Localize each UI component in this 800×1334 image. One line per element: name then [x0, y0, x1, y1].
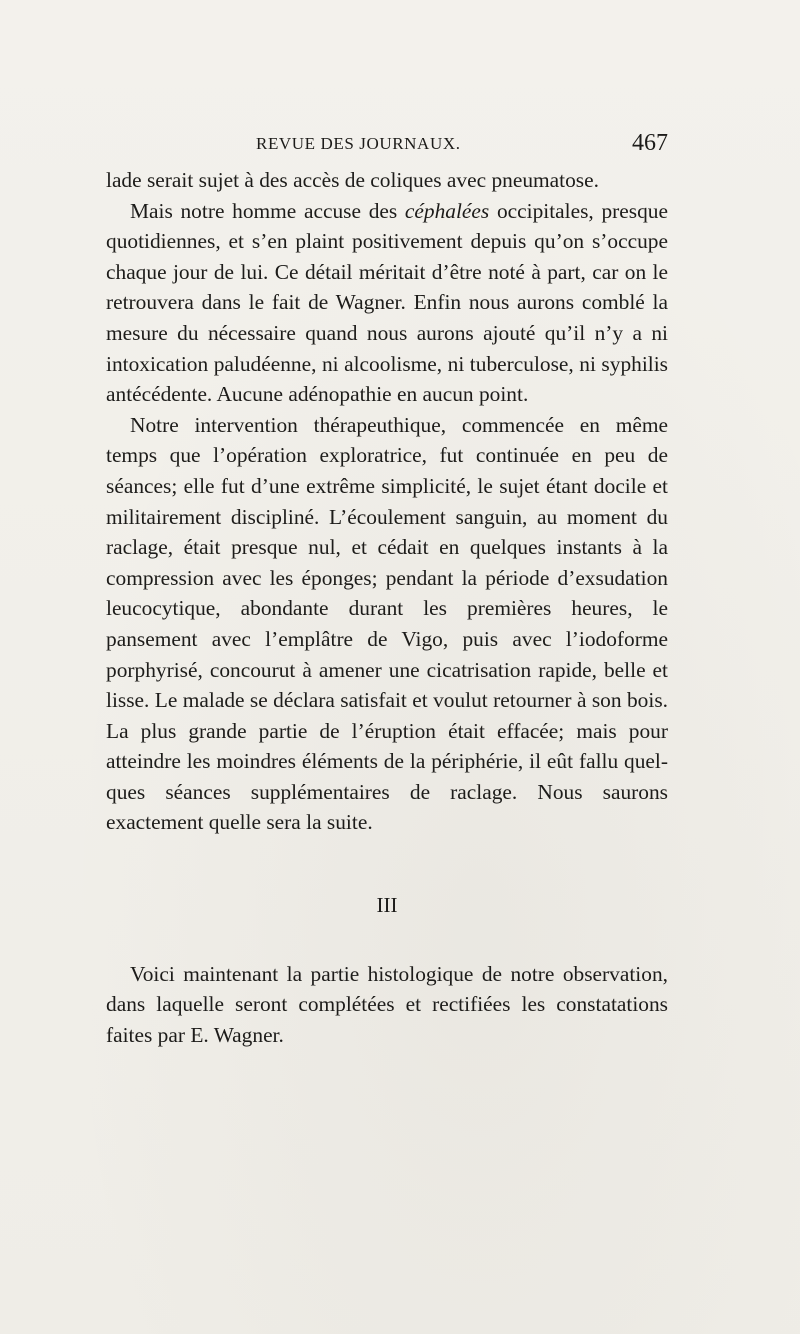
italic-term: céphalées [404, 198, 490, 223]
body-text [106, 165, 668, 1050]
running-title: REVUE DES JOURNAUX. [256, 134, 461, 153]
section-number: III [376, 893, 398, 918]
paragraph-text: Mais notre homme accuse des [130, 198, 405, 223]
paragraph-continuation: lade serait sujet à des accès de coliques avec pneumatose. [106, 168, 599, 192]
paragraph-intervention: Notre intervention thérapeuthique, commencée en même temps que l’opération exploratrice, fut continuée en peu de séances; elle fut d’une extrême simplicité, le sujet étant docile et militairement discipliné. L’écoulement sanguin, au moment du raclage, était presque nul, et cédait en quelques instants à la compression avec les éponges; pendant la période d’exsudation leucocytique, abondante durant les premières heures, le pansement avec l’emplâtre de Vigo, puis avec l’iodoforme porphyrisé, concourut à amener une cicatrisation rapide, belle et lisse. Le malade se déclara satisfait et voulut retourner à son bois. La plus grande partie de l’éruption était effacée; mais pour atteindre les moindres éléments de la périphérie, il eût fallu quelques séances supplémentaires de raclage. Nous saurons exactement quelle sera la suite. [106, 412, 668, 835]
paragraph-cephalees [106, 196, 668, 410]
running-head [106, 130, 668, 160]
paragraph-histology: Voici maintenant la partie histologique de notre observation, dans laquelle seront complétées et rectifiées les constatations faites par E. Wagner. [106, 961, 668, 1047]
page-number: 467 [632, 130, 668, 156]
paragraph-text: occipitales, presque quotidiennes, et s’en plaint positivement depuis qu’on s’occupe chaque jour de lui. Ce détail méritait d’être noté à part, car on le retrouvera dans le fait de Wagner. Enfin nous aurons comblé la mesure du nécessaire quand nous aurons ajouté qu’il n’y a ni intoxication paludéenne, ni alcoolisme, ni tuberculose, ni syphilis antécédente. Aucune adénopathie en aucun point. [106, 198, 668, 407]
